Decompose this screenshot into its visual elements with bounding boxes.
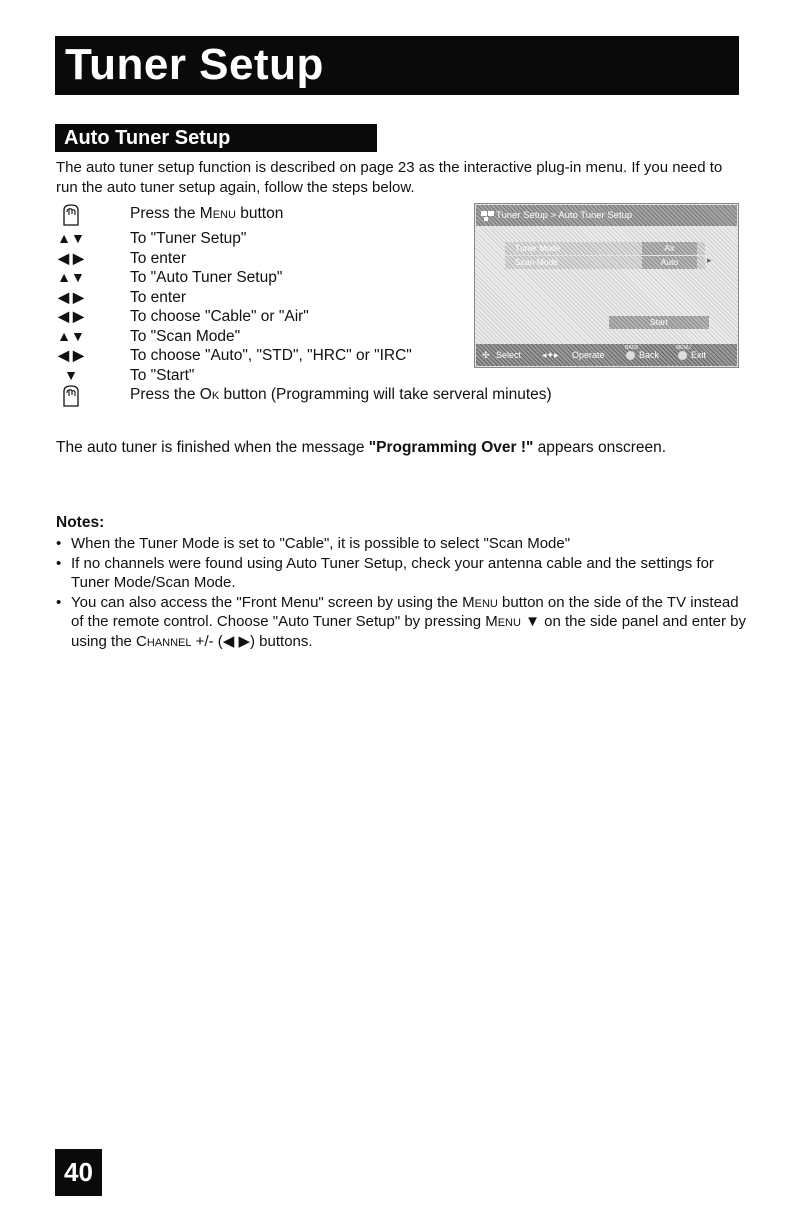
note-item: • You can also access the "Front Menu" screen by using the Menu button on the side of the TV instead of the remote control. Choose "Auto Tuner Setup" by pressing Menu ▼ on the side panel and enter by using the Channel +/- (◀ ▶) buttons.: [56, 593, 746, 650]
bullet-icon: •: [56, 554, 62, 572]
osd-row-value: Air: [642, 242, 697, 255]
step-5: [56, 288, 476, 308]
step-4-text: To "Auto Tuner Setup": [130, 269, 283, 286]
step-1: Press the Menu button: [56, 204, 476, 229]
step-7-text: To "Scan Mode": [130, 327, 241, 345]
osd-start-button: Start: [609, 316, 709, 329]
section-title: Auto Tuner Setup: [64, 127, 231, 149]
notes-heading: Notes:: [56, 514, 105, 531]
note-item: • If no channels were found using Auto Tuner Setup, check your antenna cable and the settings for Tuner Mode/Scan Mode.: [56, 554, 714, 591]
step-10-text: Press the: [130, 386, 200, 403]
osd-row-scan-mode: [505, 256, 705, 269]
osd-row-tuner-mode: [505, 242, 705, 255]
step-6-text: To choose "Cable" or "Air": [130, 308, 309, 325]
tv-logo-icon: [481, 209, 494, 230]
osd-row-label: Scan Mode: [515, 257, 558, 267]
osd-row-value: Auto: [642, 256, 697, 269]
step-5-text: To enter: [130, 288, 187, 306]
left-right-arrows-icon: ◀ ▶: [58, 347, 84, 363]
step-6: [56, 307, 476, 327]
left-right-arrows-icon: ◀ ▶: [58, 249, 84, 266]
bullet-icon: •: [56, 593, 62, 611]
page-title: Tuner Setup: [65, 40, 324, 89]
bullet-icon: •: [56, 535, 62, 552]
osd-back-key: BACK: [625, 345, 639, 351]
finish-sentence: The auto tuner is finished when the message "Programming Over !" appears onscreen.: [56, 439, 667, 456]
osd-select-label: Select: [496, 350, 522, 360]
menu-key-label: Menu: [462, 593, 498, 611]
osd-screen-image: [474, 203, 739, 368]
channel-key-label: Channel: [136, 632, 192, 650]
step-2: [56, 229, 476, 249]
step-10: Press the Ok button (Programming will take serveral minutes): [56, 385, 476, 410]
up-down-arrows-icon: ▲▼: [57, 269, 85, 285]
left-right-arrows-icon: ◀ ▶: [58, 308, 84, 324]
note-item: • When the Tuner Mode is set to "Cable", it is possible to select "Scan Mode": [56, 535, 571, 552]
osd-back-label: Back: [639, 350, 660, 360]
menu-key-label: Menu: [199, 205, 236, 222]
osd-footer: [476, 344, 737, 366]
step-9: [56, 366, 476, 386]
step-3: [56, 249, 476, 269]
remote-icon: [56, 204, 86, 226]
intro-paragraph: The auto tuner setup function is described on page 23 as the interactive plug-in menu. If you need to run the auto tuner setup again, follow the steps below.: [56, 159, 723, 196]
down-arrow-icon: ▼: [64, 366, 78, 383]
osd-header: [476, 205, 737, 226]
notes-list: [56, 534, 746, 651]
page-title-bar: [55, 36, 739, 95]
osd-operate-label: Operate: [572, 350, 605, 360]
step-8-text: To choose "Auto", "STD", "HRC" or "IRC": [130, 347, 412, 364]
step-4: [56, 268, 476, 288]
osd-right-arrow-icon: ▸: [707, 255, 712, 265]
osd-menu-key: MENU: [676, 345, 691, 351]
step-1-text: Press the: [130, 205, 200, 222]
left-right-arrows-icon: ◀ ▶: [58, 288, 84, 305]
ok-key-label: Ok: [199, 386, 220, 403]
step-7: [56, 327, 476, 347]
step-9-text: To "Start": [130, 366, 195, 384]
step-2-text: To "Tuner Setup": [130, 230, 247, 247]
page-number: 40: [55, 1149, 102, 1196]
osd-breadcrumb: Tuner Setup > Auto Tuner Setup: [496, 210, 633, 221]
osd-row-label: Tuner Mode: [515, 243, 561, 253]
up-down-arrows-icon: ▲▼: [57, 230, 85, 246]
osd-dpad-icon: ✣: [482, 350, 490, 360]
section-title-bar: [55, 124, 377, 152]
step-8: [56, 346, 476, 366]
menu-key-label: Menu: [485, 613, 521, 630]
programming-over-message: "Programming Over !": [368, 439, 534, 456]
osd-left-right-icon: ◂✦▸: [542, 350, 559, 360]
step-3-text: To enter: [130, 249, 187, 267]
up-down-arrows-icon: ▲▼: [57, 327, 85, 344]
osd-exit-label: Exit: [691, 350, 707, 360]
remote-icon: [56, 385, 86, 407]
